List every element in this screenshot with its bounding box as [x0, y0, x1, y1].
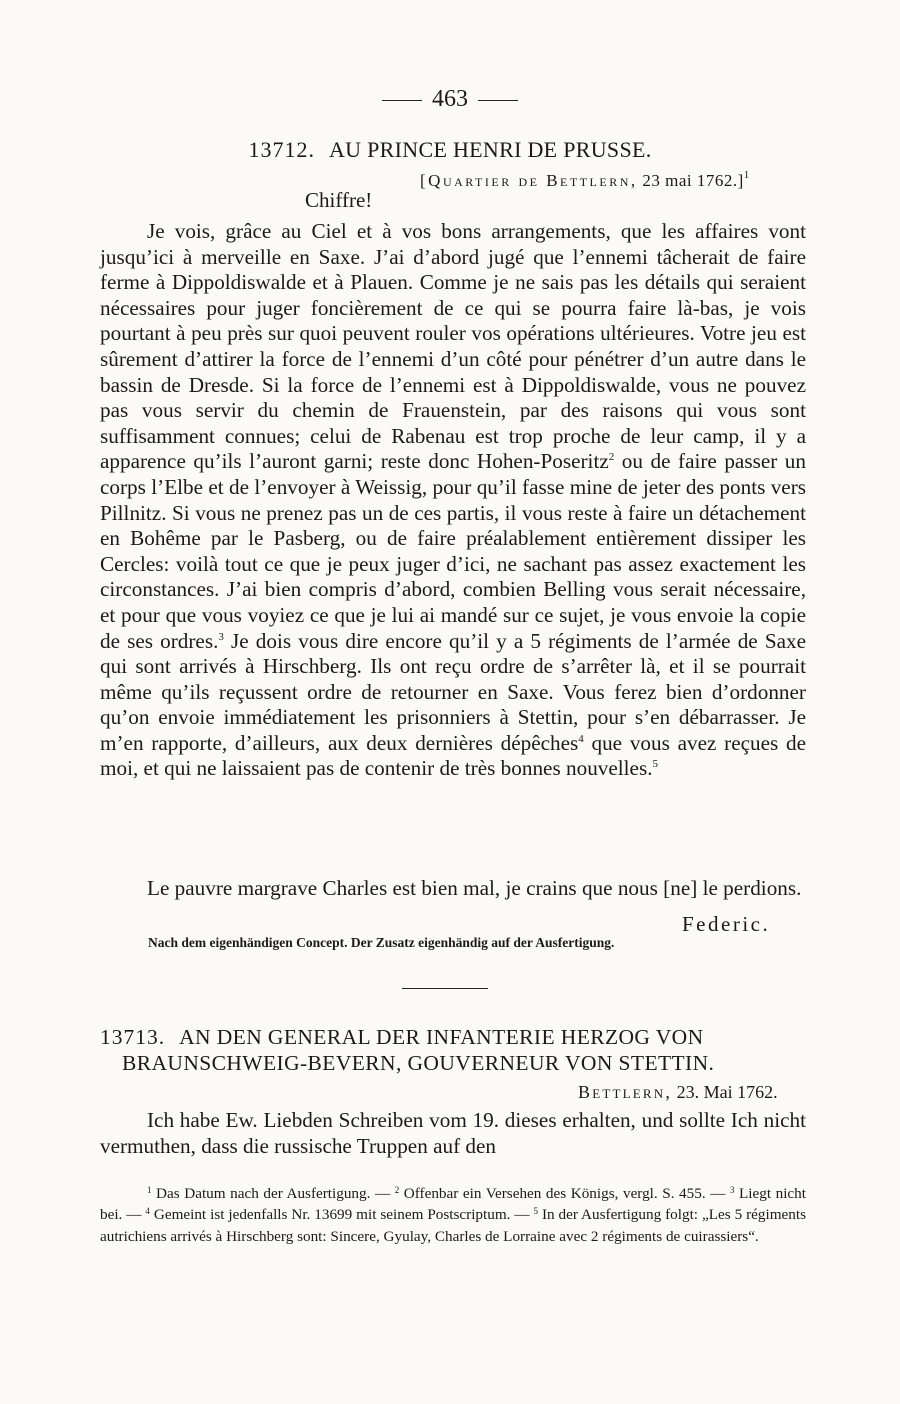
- page-number-dash-left: [382, 100, 422, 101]
- letter-1-dateline-date: 23 mai 1762.]: [642, 171, 744, 190]
- footnote-1-mark: 1: [147, 1185, 152, 1195]
- letter-2-number: 13713.: [100, 1025, 166, 1049]
- footnote-mark-4: 4: [578, 732, 584, 745]
- page-number: [0, 86, 900, 113]
- letter-1-body-part-4: que vous avez reçues de moi, et qui ne laissaient pas de contenir de très bonnes nouvelles.: [100, 730, 806, 781]
- letter-1-heading: [0, 137, 900, 163]
- footnote-3-text: Liegt nicht bei. —: [100, 1185, 806, 1224]
- footnote-5-text: In der Ausfertigung folgt: „Les 5 régiments autrichiens arrivés à Hirschberg sont: Sincere, Gyulay, Charles de Lorraine avec 2 régiments de cuirassiers“.: [100, 1206, 806, 1245]
- letter-1-addressee: AU PRINCE HENRI DE PRUSSE.: [328, 137, 652, 162]
- letter-1-body-part-1: Je vois, grâce au Ciel et à vos bons arrangements, que les affaires vont jusqu’ici à merveille en Saxe. J’ai d’abord jugé que l’ennemi tâcherait de faire ferme à Dippoldiswalde et à Plauen. Comme je ne sais pas les détails qui seraient nécessaires pour juger foncièrement de ce qui se pourra faire là-bas, je vois pourtant à peu près sur quoi peuvent rouler vos opérations ultérieures. Votre jeu est sûrement d’attirer la force de l’ennemi d’un côté pour pénétrer d’un autre dans le bassin de Dresde. Si la force de l’ennemi est à Dippoldiswalde, vous ne pouvez pas vous servir du chemin de Frauenstein, par des raisons qui vous sont suffisamment connues; celui de Rabenau est trop proche de leur camp, il y a apparence qu’ils l’auront garni; reste donc Hohen-Poseritz: [100, 219, 806, 474]
- letter-1-body-part-3: Je dois vous dire encore qu’il y a 5 régiments de l’armée de Saxe qui sont arrivés à Hirschberg. Ils ont reçu ordre de s’arrêter là, et il se pourrait même qu’ils reçussent ordre de retourner en Saxe. Vous ferez bien d’ordonner qu’on envoie immédiatement les prisonniers à Stettin, pour s’en débarrasser. Je m’en rapporte, d’ailleurs, aux deux dernières dépêches: [100, 628, 807, 755]
- letter-2-dateline: [578, 1082, 778, 1103]
- footnote-4-mark: 4: [145, 1206, 150, 1217]
- letter-1-source-note: Nach dem eigenhändigen Concept. Der Zusatz eigenhändig auf der Ausfertigung.: [148, 935, 615, 950]
- page-number-text: 463: [432, 86, 468, 112]
- letter-1-body-part-2: ou de faire passer un corps l’Elbe et de l’envoyer à Weissig, pour qu’il fasse mine de jeter des ponts vers Pillnitz. Si vous ne prenez pas un de ces partis, il vous reste à faire un détachement en Bohême par le Pasberg, ou de faire préalablement entièrement dissiper les Cercles: voilà tout ce que je peux juger d’ici, ne sachant pas assez exactement les circonstances. J’ai bien compris d’abord, combien Belling vous serait nécessaire, et pour que vous voyiez ce que je lui ai mandé sur ce sujet, je vous envoie la copie de ses ordres.: [100, 449, 806, 653]
- footnote-1-text: Das Datum nach der Ausfertigung. —: [151, 1185, 395, 1202]
- letter-1-signature: Federic.: [682, 912, 771, 936]
- footnote-2-mark: 2: [394, 1185, 400, 1195]
- letter-2-dateline-place: Bettlern,: [578, 1082, 673, 1102]
- letter-1-cipher-note: Chiffre!: [305, 188, 373, 212]
- letter-1-postscript: Le pauvre margrave Charles est bien mal, je crains que nous [ne] le perdions.: [147, 876, 802, 900]
- letter-2-addressee-line-2: BRAUNSCHWEIG-BEVERN, GOUVERNEUR VON STETTIN.: [122, 1051, 715, 1075]
- footnote-mark-5: 5: [652, 758, 658, 771]
- footnote-mark-2: 2: [608, 451, 615, 464]
- letter-2-addressee-line-1: AN DEN GENERAL DER INFANTERIE HERZOG VON: [179, 1025, 704, 1049]
- letter-1-number: 13712.: [248, 137, 315, 162]
- footnote-mark-3: 3: [218, 630, 224, 643]
- letter-1-dateline-footnote-mark: 1: [743, 169, 750, 181]
- footnote-2-text: Offenbar ein Versehen des Königs, vergl. S. 455. —: [399, 1185, 730, 1202]
- page-number-dash-right: [478, 100, 518, 101]
- footnotes: [100, 1183, 806, 1247]
- letter-2-heading: [100, 1024, 806, 1076]
- letter-1-dateline: [420, 171, 750, 191]
- footnote-3-mark: 3: [729, 1185, 735, 1195]
- letter-1-body: [100, 219, 806, 782]
- letter-1-dateline-place: [Quartier de Bettlern,: [420, 171, 638, 190]
- footnote-5-mark: 5: [533, 1206, 539, 1217]
- section-divider: [402, 988, 488, 989]
- footnote-4-text: Gemeint ist jedenfalls Nr. 13699 mit seinem Postscriptum. —: [149, 1206, 534, 1224]
- letter-2-body: Ich habe Ew. Liebden Schreiben vom 19. dieses erhalten, und sollte Ich nicht vermuthen, dass die russische Truppen auf den: [100, 1108, 806, 1158]
- letter-2-dateline-date: 23. Mai 1762.: [676, 1082, 778, 1102]
